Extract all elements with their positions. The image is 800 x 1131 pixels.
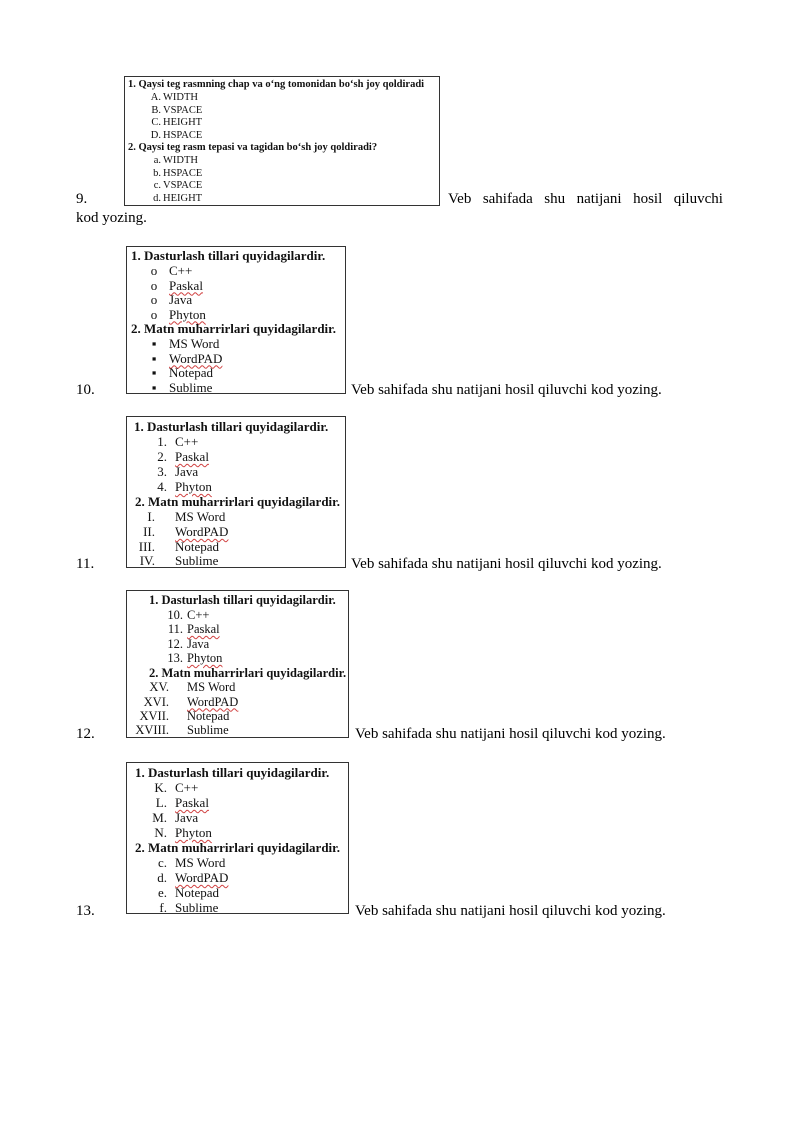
q9-instruction-word: qiluvchi [673, 191, 723, 207]
q12-list-item: Paskal [187, 622, 220, 636]
q10-list-item: Notepad [169, 365, 214, 380]
q13-list-item: Phyton [175, 825, 212, 840]
q9-option-text: VSPACE [163, 180, 203, 191]
q10-list-item: WordPAD [169, 350, 223, 366]
q10-list-item: Java [169, 292, 193, 307]
q12-list-item: Java [187, 636, 210, 651]
q11-list-item: MS Word [175, 509, 226, 524]
q13-list-marker: N. [154, 825, 167, 840]
q13-list-marker: e. [157, 885, 167, 900]
q9-figure-question-2: 2. Qaysi teg rasm tepasi va tagidan bo‘sh joy qoldiradi? [128, 142, 378, 153]
question-number-11: 11. [76, 556, 95, 572]
q9-option-text: HSPACE [163, 129, 203, 141]
q11-list-marker: 2. [157, 449, 167, 464]
q12-roman-marker: XV. [149, 680, 169, 694]
q9-option-marker: c. [153, 180, 161, 191]
q12-list-marker: 13. [167, 651, 183, 665]
q13-list-marker: d. [157, 870, 167, 885]
q11-roman-marker: II. [143, 524, 155, 539]
q13-figure [126, 762, 349, 914]
q9-instruction-text [448, 190, 723, 208]
q13-list-marker: M. [152, 810, 167, 825]
q10-list-item: Sublime [169, 379, 213, 394]
q12-list-item: Sublime [187, 723, 229, 737]
q11-list-item: C++ [175, 434, 199, 449]
q12-list-item: Phyton [187, 651, 223, 665]
q11-roman-marker: IV. [139, 553, 155, 568]
q11-list-item: Sublime [175, 553, 219, 568]
q9-option-marker: d. [153, 192, 161, 204]
q9-instruction-word: Veb [448, 191, 472, 207]
q12-roman-marker: XVII. [139, 709, 169, 723]
q13-list-item: Paskal [175, 795, 209, 810]
q10-bullet-marker: o [150, 292, 158, 307]
q13-list-item: MS Word [175, 855, 226, 870]
q12-roman-marker: XVI. [143, 694, 169, 709]
q11-list-heading-2: 2. Matn muharrirlari quyidagilardir. [135, 494, 340, 509]
q9-option-marker: a. [153, 155, 161, 166]
q11-list-item: Notepad [175, 539, 220, 554]
q10-list-item: MS Word [169, 336, 220, 351]
q11-roman-marker: I. [147, 509, 155, 524]
q13-list-heading-2: 2. Matn muharrirlari quyidagilardir. [135, 840, 340, 855]
q9-option-text: HEIGHT [163, 117, 203, 128]
q9-instruction [448, 190, 723, 208]
q11-list-item: Phyton [175, 479, 212, 494]
q12-list-marker: 10. [167, 607, 183, 622]
q13-list-heading-1: 1. Dasturlash tillari quyidagilardir. [135, 765, 330, 780]
q11-roman-marker: III. [138, 539, 155, 554]
q11-list-item: Java [175, 464, 199, 479]
q13-list-marker: c. [157, 855, 167, 870]
q11-instruction: Veb sahifada shu natijani hosil qiluvchi kod yozing. [351, 556, 662, 572]
q11-figure [126, 416, 346, 568]
q10-list-item: Phyton [169, 306, 206, 322]
q10-list-heading-1: 1. Dasturlash tillari quyidagilardir. [131, 248, 326, 263]
q10-bullet-marker: o [150, 277, 158, 293]
q13-list-item: WordPAD [175, 870, 229, 885]
question-number-9: 9. [76, 191, 88, 207]
q9-instruction-word: sahifada [482, 191, 533, 207]
q12-list-item: WordPAD [187, 694, 239, 709]
q10-square-bullet: ▪ [151, 379, 157, 394]
q10-square-bullet: ▪ [151, 350, 157, 366]
q13-list-marker: K. [154, 780, 167, 795]
q10-instruction: Veb sahifada shu natijani hosil qiluvchi kod yozing. [351, 382, 662, 398]
q12-list-item: C++ [187, 607, 210, 622]
q10-list-item: C++ [169, 263, 193, 278]
q12-list-heading-1: 1. Dasturlash tillari quyidagilardir. [149, 593, 336, 607]
q11-list-item: Paskal [175, 449, 209, 464]
question-number-12: 12. [76, 726, 95, 742]
q13-list-item: Java [175, 810, 199, 825]
q13-list-marker: L. [155, 795, 167, 810]
q13-list-item: C++ [175, 780, 199, 795]
q10-square-bullet: ▪ [151, 336, 157, 351]
q9-figure [124, 76, 440, 206]
q10-bullet-marker: o [150, 306, 158, 322]
q9-option-text: WIDTH [163, 155, 198, 166]
q11-list-marker: 3. [157, 464, 167, 479]
q12-instruction: Veb sahifada shu natijani hosil qiluvchi kod yozing. [355, 726, 666, 742]
q11-list-heading-1: 1. Dasturlash tillari quyidagilardir. [134, 419, 329, 434]
q9-option-marker: C. [151, 117, 161, 128]
question-number-13: 13. [76, 903, 95, 919]
q12-list-marker: 12. [167, 636, 183, 651]
q10-list-item: Paskal [169, 277, 203, 293]
q9-option-text: HEIGHT [163, 192, 203, 204]
q9-option-marker: B. [151, 104, 161, 116]
q10-square-bullet: ▪ [151, 365, 157, 380]
q9-option-marker: D. [150, 129, 161, 141]
q9-option-text: VSPACE [163, 104, 203, 116]
q10-list-heading-2: 2. Matn muharrirlari quyidagilardir. [131, 321, 336, 336]
q10-figure [126, 246, 346, 394]
q13-list-item: Notepad [175, 885, 220, 900]
q9-figure-question-1: 1. Qaysi teg rasmning chap va o‘ng tomonidan bo‘sh joy qoldiradi [128, 79, 425, 90]
q13-list-marker: f. [159, 900, 167, 914]
q9-option-text: HSPACE [163, 167, 203, 179]
q13-list-item: Sublime [175, 900, 219, 914]
q9-option-marker: b. [153, 167, 161, 179]
q12-list-marker: 11. [167, 622, 183, 636]
q11-list-item: WordPAD [175, 524, 229, 539]
question-number-10: 10. [76, 382, 95, 398]
q11-list-marker: 4. [157, 479, 167, 494]
q9-option-marker: A. [150, 92, 161, 103]
q12-list-item: MS Word [187, 680, 236, 694]
q12-list-item: Notepad [187, 709, 230, 723]
q9-instruction-word: hosil [633, 191, 663, 207]
q9-option-text: WIDTH [163, 92, 198, 103]
q12-figure [126, 590, 349, 738]
q9-instruction-word: shu [544, 191, 566, 207]
q9-instruction-word: natijani [576, 191, 622, 207]
q9-instruction-continued: kod yozing. [76, 210, 147, 226]
q10-bullet-marker: o [150, 263, 158, 278]
q11-list-marker: 1. [157, 434, 167, 449]
q13-instruction: Veb sahifada shu natijani hosil qiluvchi kod yozing. [355, 903, 666, 919]
q12-list-heading-2: 2. Matn muharrirlari quyidagilardir. [149, 665, 347, 680]
q12-roman-marker: XVIII. [135, 723, 169, 737]
